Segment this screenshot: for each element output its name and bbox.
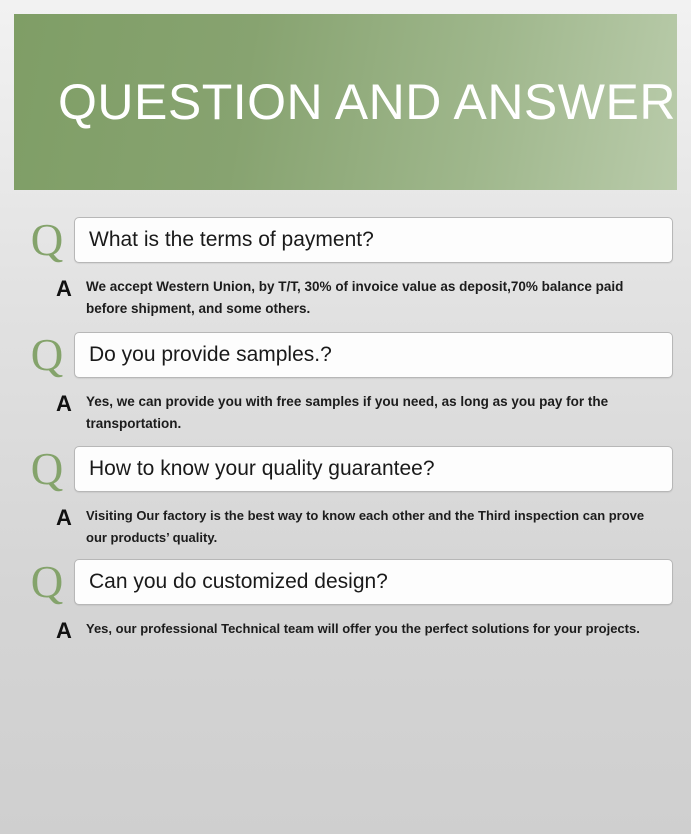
faq-item-4 <box>18 558 673 642</box>
answer-text: Yes, our professional Technical team will offer you the perfect solutions for your projects. <box>86 620 640 636</box>
faq-item-2 <box>18 331 673 436</box>
answer-text: Yes, we can provide you with free samples if you need, as long as you pay for the transportation. <box>86 393 609 431</box>
answer-mark-icon: A <box>56 505 72 531</box>
page-header <box>14 14 677 190</box>
question-box <box>74 217 673 263</box>
question-row <box>18 331 673 379</box>
faq-list <box>0 190 691 642</box>
question-mark-icon: Q <box>30 444 64 495</box>
question-mark-icon: Q <box>30 329 64 380</box>
question-box <box>74 559 673 605</box>
faq-item-3 <box>18 445 673 548</box>
question-mark-icon: Q <box>30 556 64 607</box>
question-row <box>18 216 673 264</box>
question-box <box>74 446 673 492</box>
answer-mark-icon: A <box>56 617 72 643</box>
question-text: Can you do customized design? <box>89 569 388 593</box>
faq-item-1 <box>18 216 673 321</box>
question-row <box>18 558 673 606</box>
question-box <box>74 332 673 378</box>
question-mark-icon: Q <box>30 215 64 265</box>
question-text: Do you provide samples.? <box>89 342 332 366</box>
answer-text: We accept Western Union, by T/T, 30% of invoice value as deposit,70% balance paid before shipment, and some others. <box>86 279 624 317</box>
answer-row <box>18 264 673 321</box>
answer-mark-icon: A <box>56 276 72 301</box>
question-text: What is the terms of payment? <box>89 228 374 251</box>
answer-row <box>18 379 673 436</box>
answer-text: Visiting Our factory is the best way to know each other and the Third inspection can prove our products’ quality. <box>86 508 645 545</box>
answer-mark-icon: A <box>56 390 72 416</box>
answer-row <box>18 493 673 548</box>
question-text: How to know your quality guarantee? <box>89 457 435 481</box>
page-title: QUESTION AND ANSWER <box>58 74 676 130</box>
answer-row <box>18 606 673 642</box>
question-row <box>18 445 673 493</box>
